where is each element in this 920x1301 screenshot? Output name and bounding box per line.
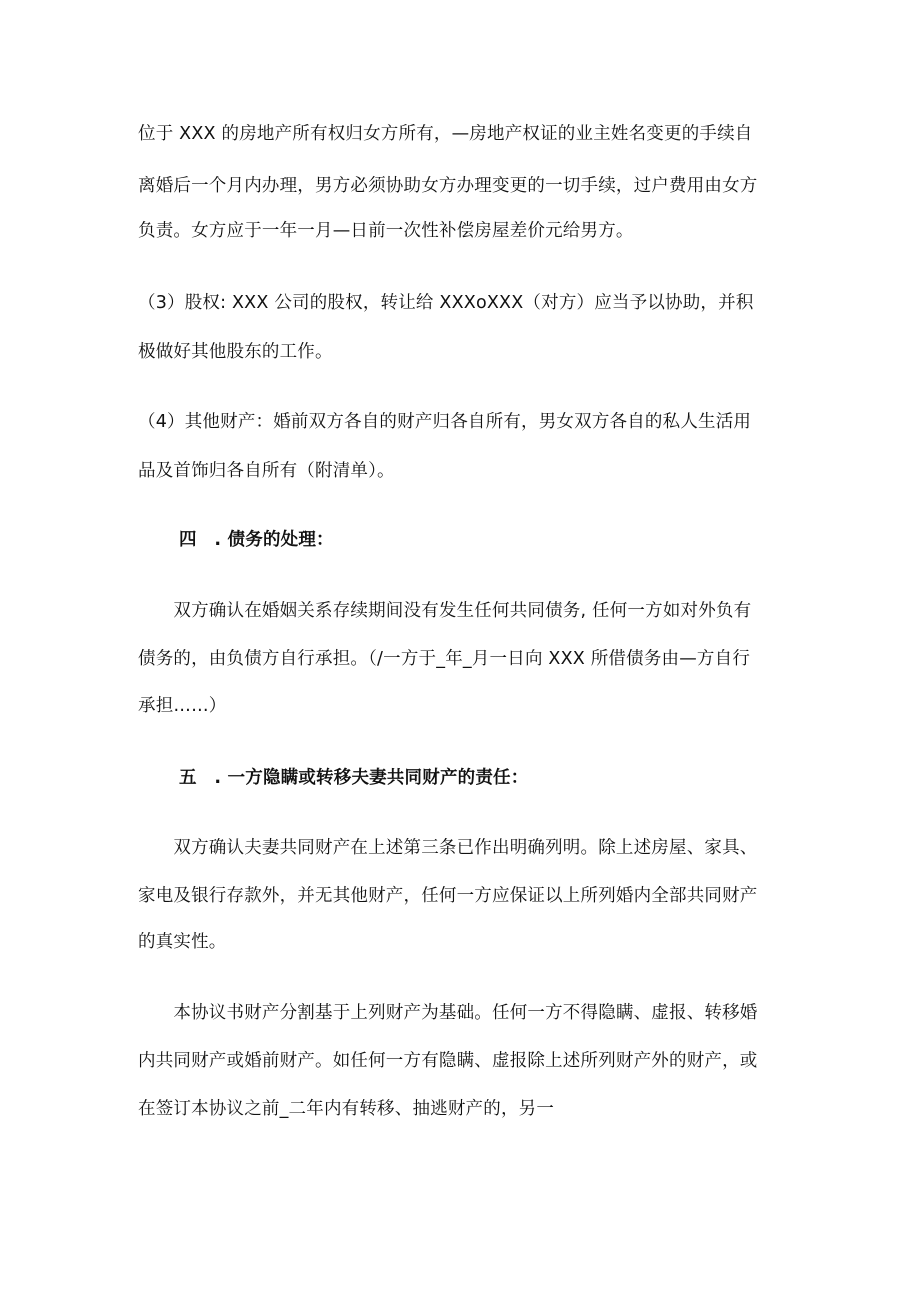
text-line: 的真实性。 <box>138 932 227 952</box>
text-line: 双方确认夫妻共同财产在上述第三条已作出明确列明。除上述房屋、家具、 <box>138 838 758 858</box>
text-line: 负责。女方应于一年一月—日前一次性补偿房屋差价元给男方。 <box>138 221 634 241</box>
text-line: 债务的，由负债方自行承担。（/一方于_年_月一日向 XXX 所借债务由—方自行 <box>138 649 751 669</box>
text-line: 双方确认在婚姻关系存续期间没有发生任何共同债务, 任何一方如对外负有 <box>138 601 752 621</box>
text-line: 位于 XXX 的房地产所有权归女方所有，—房地产权证的业主姓名变更的手续自 <box>138 124 753 144</box>
text-line: 家电及银行存款外，并无其他财产，任何一方应保证以上所列婚内全部共同财产 <box>138 886 758 906</box>
section-heading: 五 . 一方隐瞒或转移夫妻共同财产的责任： <box>179 768 529 788</box>
text-line: （4）其他财产：婚前双方各自的财产归各自所有，男女双方各自的私人生活用 <box>138 412 752 432</box>
text-line: 离婚后一个月内办理，男方必须协助女方办理变更的一切手续，过户费用由女方 <box>138 176 758 196</box>
text-line: 承担……） <box>138 696 227 716</box>
text-line: （3）股权: XXX 公司的股权，转让给 XXXoXXX（对方）应当予以协助，并积 <box>138 293 754 313</box>
text-line: 品及首饰归各自所有（附清单）。 <box>138 461 395 481</box>
text-line: 在签订本协议之前_二年内有转移、抽逃财产的，另一 <box>138 1099 555 1119</box>
text-line: 极做好其他股东的工作。 <box>138 342 333 362</box>
text-line: 内共同财产或婚前财产。如任何一方有隐瞒、虚报除上述所列财产外的财产，或 <box>138 1051 758 1071</box>
text-line: 本协议书财产分割基于上列财产为基础。任何一方不得隐瞒、虚报、转移婚 <box>138 1003 758 1023</box>
section-heading: 四 . 债务的处理： <box>179 530 334 550</box>
